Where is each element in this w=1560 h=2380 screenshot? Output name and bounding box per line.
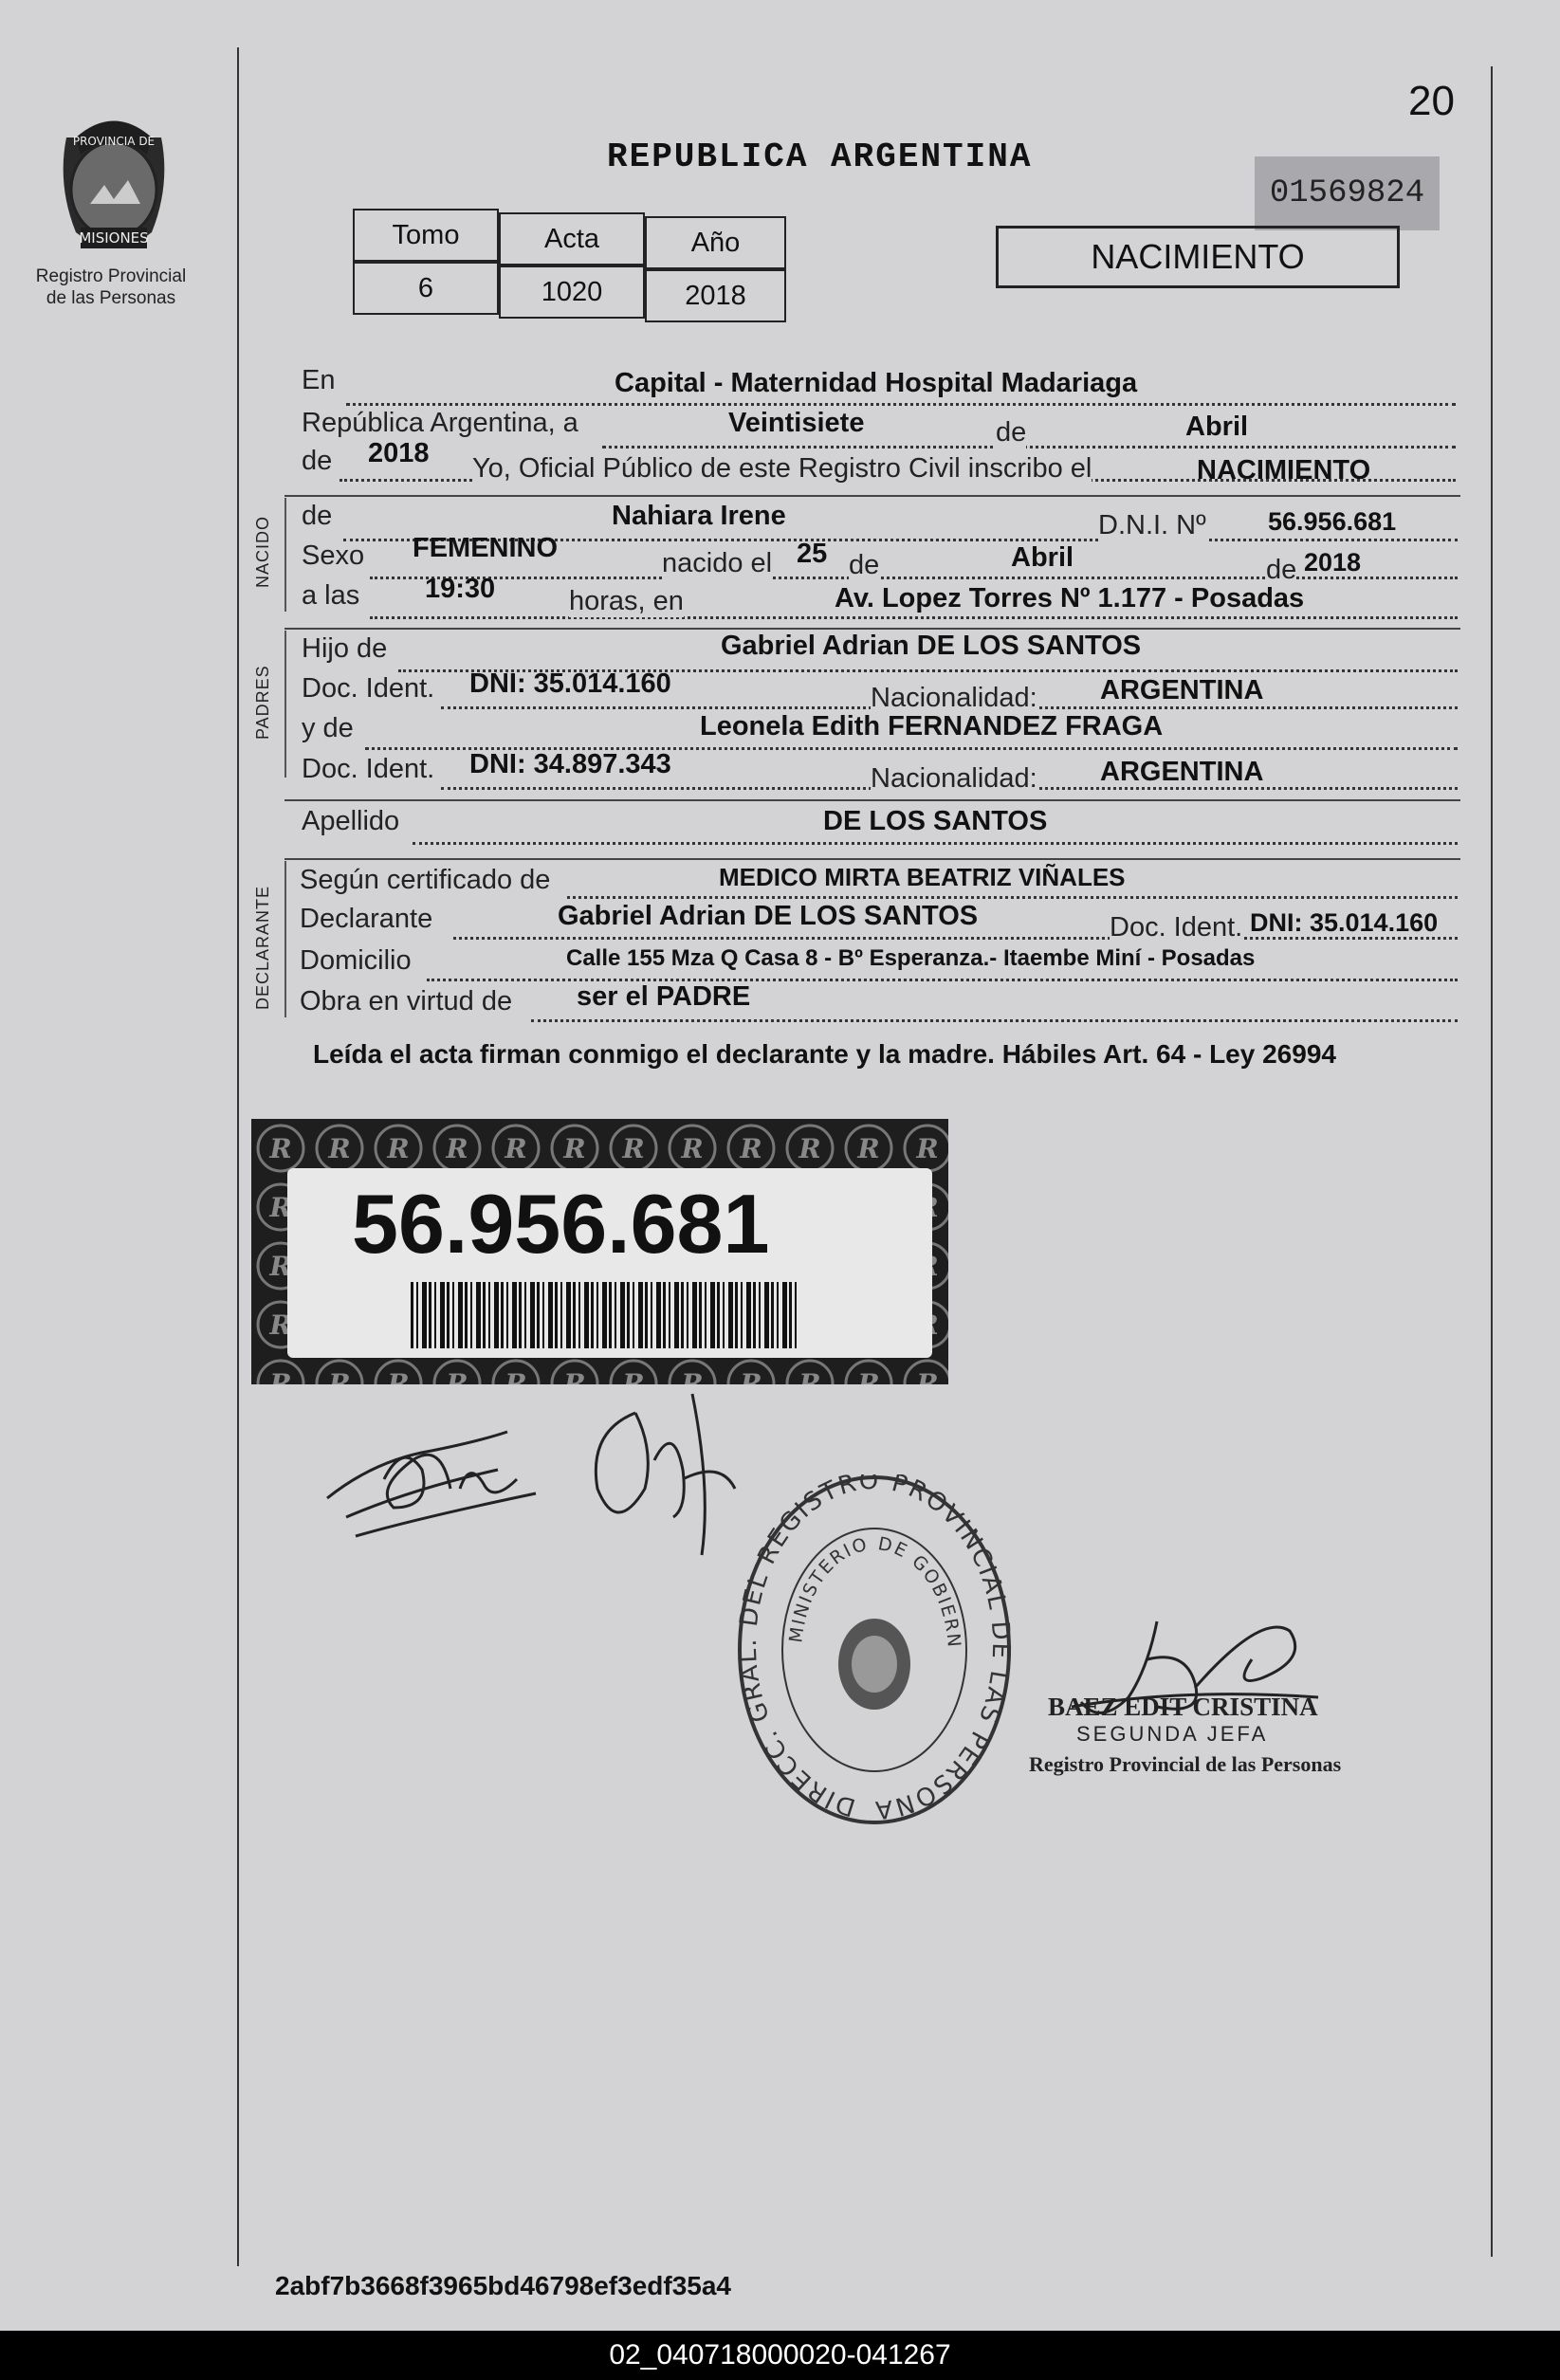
ref-header-ano: Año [645, 216, 786, 269]
officer-role: SEGUNDA JEFA [1076, 1722, 1269, 1746]
dots [531, 1019, 1458, 1022]
y-de-label: y de [302, 713, 354, 743]
time-value: 19:30 [425, 574, 496, 604]
ref-header-tomo: Tomo [353, 209, 499, 262]
mother-doc-label: Doc. Ident. [302, 754, 435, 784]
officer-office: Registro Provincial de las Personas [1029, 1752, 1342, 1776]
page-number: 20 [1408, 78, 1455, 124]
declarante-doc-label: Doc. Ident. [1110, 912, 1243, 943]
nacido-de-label: de [302, 501, 333, 531]
hijo-de-label: Hijo de [302, 633, 388, 664]
de-label-2: de [302, 446, 333, 476]
cert-value: MEDICO MIRTA BEATRIZ VIÑALES [719, 863, 1126, 891]
birth-de-label-2: de [1266, 555, 1297, 585]
closing-statement: Leída el acta firman conmigo el declarante y la madre. Hábiles Art. 64 - Ley 26994 [313, 1039, 1336, 1069]
en-label: En [302, 365, 336, 395]
child-dni-value: 56.956.681 [1268, 507, 1397, 536]
registry-caption [21, 265, 201, 309]
svg-text:PROVINCIA DE: PROVINCIA DE [72, 135, 156, 148]
section-label-padres: PADRES [253, 665, 272, 740]
section-divider [284, 799, 1460, 801]
ref-value-ano: 2018 [645, 269, 786, 322]
ref-value-tomo: 6 [353, 262, 499, 315]
mother-nationality-value: ARGENTINA [1100, 757, 1264, 787]
father-doc-value: DNI: 35.014.160 [469, 668, 671, 699]
section-divider [284, 495, 1460, 497]
domicilio-label: Domicilio [300, 945, 412, 976]
dots [370, 616, 1458, 619]
father-nationality-value: ARGENTINA [1100, 675, 1264, 705]
left-margin-line [237, 47, 239, 2266]
birth-month-value: Abril [1011, 542, 1074, 573]
dni-sticker [251, 1119, 948, 1384]
sticker-number: 56.956.681 [352, 1177, 770, 1271]
registry-caption-line2: de las Personas [46, 288, 176, 308]
section-label-nacido: NACIDO [253, 515, 272, 588]
official-stamp [735, 1474, 1015, 1835]
registry-caption-line1: Registro Provincial [35, 266, 187, 286]
acto-value: NACIMIENTO [1197, 455, 1371, 485]
cert-label: Según certificado de [300, 865, 551, 895]
republica-label: República Argentina, a [302, 408, 578, 438]
sexo-label: Sexo [302, 540, 365, 571]
section-rule [284, 631, 286, 778]
barcode [411, 1282, 799, 1348]
dots [602, 446, 1456, 449]
dots [567, 896, 1458, 899]
footer-code: 02_040718000020-041267 [0, 2331, 1560, 2380]
birth-place-value: Av. Lopez Torres Nº 1.177 - Posadas [835, 583, 1305, 613]
day-words-value: Veintisiete [728, 408, 865, 438]
birth-day-value: 25 [797, 539, 828, 569]
oficial-text: Yo, Oficial Público de este Registro Civil inscribo el [472, 453, 1092, 484]
father-name-value: Gabriel Adrian DE LOS SANTOS [721, 631, 1142, 661]
place-value: Capital - Maternidad Hospital Madariaga [615, 368, 1138, 398]
section-divider [284, 628, 1460, 630]
declarante-label: Declarante [300, 904, 433, 934]
a-las-label: a las [302, 580, 360, 611]
declarant-signature [318, 1403, 564, 1565]
nacido-el-label: nacido el [662, 548, 773, 578]
document-hash: 2abf7b3668f3965bd46798ef3edf35a4 [275, 2271, 731, 2300]
year-value: 2018 [368, 438, 430, 468]
section-divider [284, 858, 1460, 860]
serial-number: 01569824 [1255, 156, 1440, 230]
declarante-name-value: Gabriel Adrian DE LOS SANTOS [558, 901, 979, 931]
obra-value: ser el PADRE [577, 981, 751, 1012]
mother-name-value: Leonela Edith FERNANDEZ FRAGA [700, 711, 1164, 741]
document-title: REPUBLICA ARGENTINA [607, 137, 1033, 176]
section-rule [284, 498, 286, 612]
ref-value-acta: 1020 [499, 265, 645, 319]
sexo-value: FEMENINO [413, 533, 559, 563]
month-value: Abril [1185, 412, 1249, 442]
father-nationality-label: Nacionalidad: [871, 683, 1037, 713]
birth-year-value: 2018 [1304, 548, 1362, 577]
apellido-label: Apellido [302, 806, 400, 836]
section-label-declarante: DECLARANTE [253, 885, 272, 1010]
officer-name: BAEZ EDIT CRISTINA [1048, 1693, 1318, 1721]
domicilio-value: Calle 155 Mza Q Casa 8 - Bº Esperanza.- Itaembe Miní - Posadas [566, 945, 1256, 971]
mother-nationality-label: Nacionalidad: [871, 763, 1037, 794]
dots [413, 842, 1458, 845]
svg-text:DIRECC. GRAL. DEL REGISTRO PRO: DIRECC. GRAL. DEL REGISTRO PROVINCIAL DE LAS PERSONA [735, 1474, 1015, 1824]
section-rule [284, 861, 286, 1017]
svg-text:MISIONES: MISIONES [79, 229, 149, 247]
apellido-value: DE LOS SANTOS [823, 806, 1048, 836]
dots [346, 403, 1456, 406]
dni-label: D.N.I. Nº [1098, 510, 1206, 540]
obra-label: Obra en virtud de [300, 986, 513, 1016]
right-margin-line [1491, 66, 1493, 2257]
svg-text:MINISTERIO DE GOBIERNO: MINISTERIO DE GOBIERN [785, 1533, 965, 1650]
mother-doc-value: DNI: 34.897.343 [469, 749, 671, 779]
de-label: de [996, 417, 1027, 448]
declarante-doc-value: DNI: 35.014.160 [1250, 908, 1439, 937]
sticker-label [287, 1168, 932, 1358]
child-name-value: Nahiara Irene [612, 501, 786, 531]
record-type-box: NACIMIENTO [996, 226, 1400, 288]
mother-signature [578, 1375, 749, 1565]
province-seal-logo [38, 100, 190, 261]
father-doc-label: Doc. Ident. [302, 673, 435, 704]
ref-header-acta: Acta [499, 212, 645, 265]
birth-de-label: de [849, 550, 880, 580]
horas-label: horas, en [569, 586, 684, 616]
